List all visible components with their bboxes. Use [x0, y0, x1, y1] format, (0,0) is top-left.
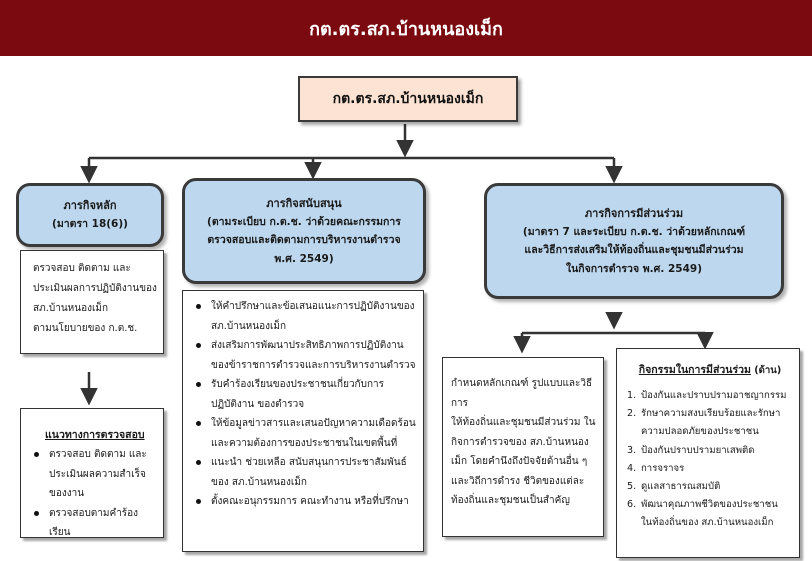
item-line: ประเมินผลความสำเร็จ [49, 468, 146, 480]
item-line: ให้คำปรึกษาและข้อเสนอแนะการปฏิบัติงานของ [211, 301, 415, 312]
item-line: ให้ข้อมูลข่าวสารและเสนอปัญหาความเดือดร้อน [211, 418, 416, 429]
description-line: ประเมินผลการปฏิบัติงานของ [33, 283, 157, 294]
item-line: ป้องกันและปราบปรามอาชญากรรม [641, 389, 787, 401]
item-line: ความปลอดภัยของประชาชน [641, 426, 759, 438]
criteria-line: เม็ก โดยคำนึงถึงปัจจัยด้านอื่น ๆ [451, 456, 588, 467]
item-line: ส่งเสริมการพัฒนาประสิทธิภาพการปฏิบัติงาน [211, 340, 404, 351]
description-line: ตามนโยบายของ ก.ต.ช. [33, 323, 138, 334]
support-mission-list [189, 297, 419, 512]
criteria-line: กำหนดหลักเกณฑ์ รูปแบบและวิธีการ [451, 378, 593, 409]
item-line: สภ.บ้านหนองเม็ก [211, 320, 287, 332]
participation-mission-title: ภารกิจการมีส่วนร่วม [584, 206, 684, 220]
criteria-panel [442, 357, 604, 537]
organization-label: กต.ตร.สภ.บ้านหนองเม็ก [332, 91, 484, 107]
participation-activities-list [623, 387, 797, 533]
item-line: ของข้าราชการตำรวจและการบริหารงานตำรวจ [211, 359, 416, 371]
participation-mission-line: ในกิจการตำรวจ พ.ศ. 2549) [565, 262, 702, 275]
item-number: 3. [627, 444, 637, 456]
item-line: ดูแลสาธารณสมบัติ [641, 481, 721, 493]
list-item [623, 460, 797, 478]
item-line: รักษาความสงบเรียบร้อยและรักษา [641, 408, 781, 420]
list-item [189, 375, 419, 414]
page-title: กต.ตร.สภ.บ้านหนองเม็ก [309, 18, 503, 40]
item-line: ป้องกันปราบปรามยาเสพติด [641, 444, 755, 456]
item-number: 2. [627, 408, 637, 420]
inspection-guidelines-title: แนวทางการตรวจสอบ [45, 429, 145, 441]
criteria-line: ท้องถิ่นและชุมชนเป็นสำคัญ [451, 495, 570, 506]
list-item [27, 445, 157, 504]
item-line: และความต้องการของประชาชนในเขตพื้นที่ [211, 437, 398, 449]
support-mission-list-panel [182, 290, 424, 552]
item-line: ตรวจสอบ ติดตาม และ [49, 449, 147, 461]
main-mission-card [16, 183, 164, 247]
item-line: แนะนำ ช่วยเหลือ สนับสนุนการประชาสัมพันธ์ [211, 457, 407, 468]
list-item [189, 453, 419, 492]
participation-activities-suffix: (ด้าน) [754, 365, 782, 376]
participation-activities-title: กิจกรรมในการมีส่วนร่วม [638, 364, 751, 376]
participation-activities-heading [623, 361, 797, 381]
list-item [189, 297, 419, 336]
item-line: ตรวจสอบตามคำร้องเรียน [49, 507, 139, 539]
item-number: 4. [627, 462, 637, 474]
criteria-line: ให้ท้องถิ่นและชุมชนมีส่วนร่วม ใน [451, 417, 596, 428]
item-line: ของ สภ.บ้านหนองเม็ก [211, 476, 307, 488]
item-number: 6. [627, 499, 637, 511]
organization-box [298, 76, 518, 122]
item-line: ปฏิบัติงาน ของตำรวจ [211, 398, 305, 410]
participation-mission-card [484, 183, 784, 299]
main-mission-subtitle: (มาตรา 18(6)) [52, 218, 128, 231]
support-mission-line: พ.ศ. 2549) [274, 252, 334, 265]
list-item [623, 405, 797, 441]
list-item [623, 442, 797, 460]
list-item [189, 336, 419, 375]
participation-activities-panel [616, 348, 800, 558]
item-line: การจราจร [641, 462, 685, 474]
list-item [189, 492, 419, 512]
main-mission-title: ภารกิจหลัก [63, 199, 117, 213]
participation-mission-line: และวิธีการส่งเสริมให้ท้องถิ่นและชุมชนมีส่วนร่วม [524, 244, 744, 257]
list-item [623, 478, 797, 496]
inspection-guidelines-list [27, 445, 157, 543]
criteria-line: กิจการตำรวจของ สภ.บ้านหนอง [451, 436, 589, 448]
list-item [27, 504, 157, 543]
list-item [189, 414, 419, 453]
item-line: พัฒนาคุณภาพชีวิตของประชาชน [641, 499, 778, 511]
support-mission-title: ภารกิจสนับสนุน [266, 196, 342, 210]
description-line: ตรวจสอบ ติดตาม และ [33, 263, 131, 274]
support-mission-line: (ตามระเบียบ ก.ต.ช. ว่าด้วยคณะกรรมการ [207, 216, 401, 229]
item-number: 5. [627, 481, 637, 493]
main-mission-description [20, 250, 164, 354]
item-line: ในท้องถิ่นของ สภ.บ้านหนองเม็ก [641, 517, 774, 529]
item-number: 1. [627, 389, 637, 401]
inspection-guidelines-panel [20, 408, 164, 538]
list-item [623, 387, 797, 405]
support-mission-line: ตรวจสอบและติดตามการบริหารงานตำรวจ [207, 234, 401, 247]
criteria-line: และวิถีการดำรง ชีวิตของแต่ละ [451, 475, 585, 487]
description-line: สภ.บ้านหนองเม็ก [33, 303, 109, 314]
list-item [623, 496, 797, 532]
item-line: ของงาน [49, 488, 85, 500]
item-line: ตั้งคณะอนุกรรมการ คณะทำงาน หรือที่ปรึกษา [211, 496, 409, 507]
support-mission-card [182, 178, 426, 284]
participation-mission-line: (มาตรา 7 และระเบียบ ก.ต.ช. ว่าด้วยหลักเกณฑ์ [522, 226, 746, 239]
item-line: รับคำร้องเรียนของประชาชนเกี่ยวกับการ [211, 379, 384, 390]
